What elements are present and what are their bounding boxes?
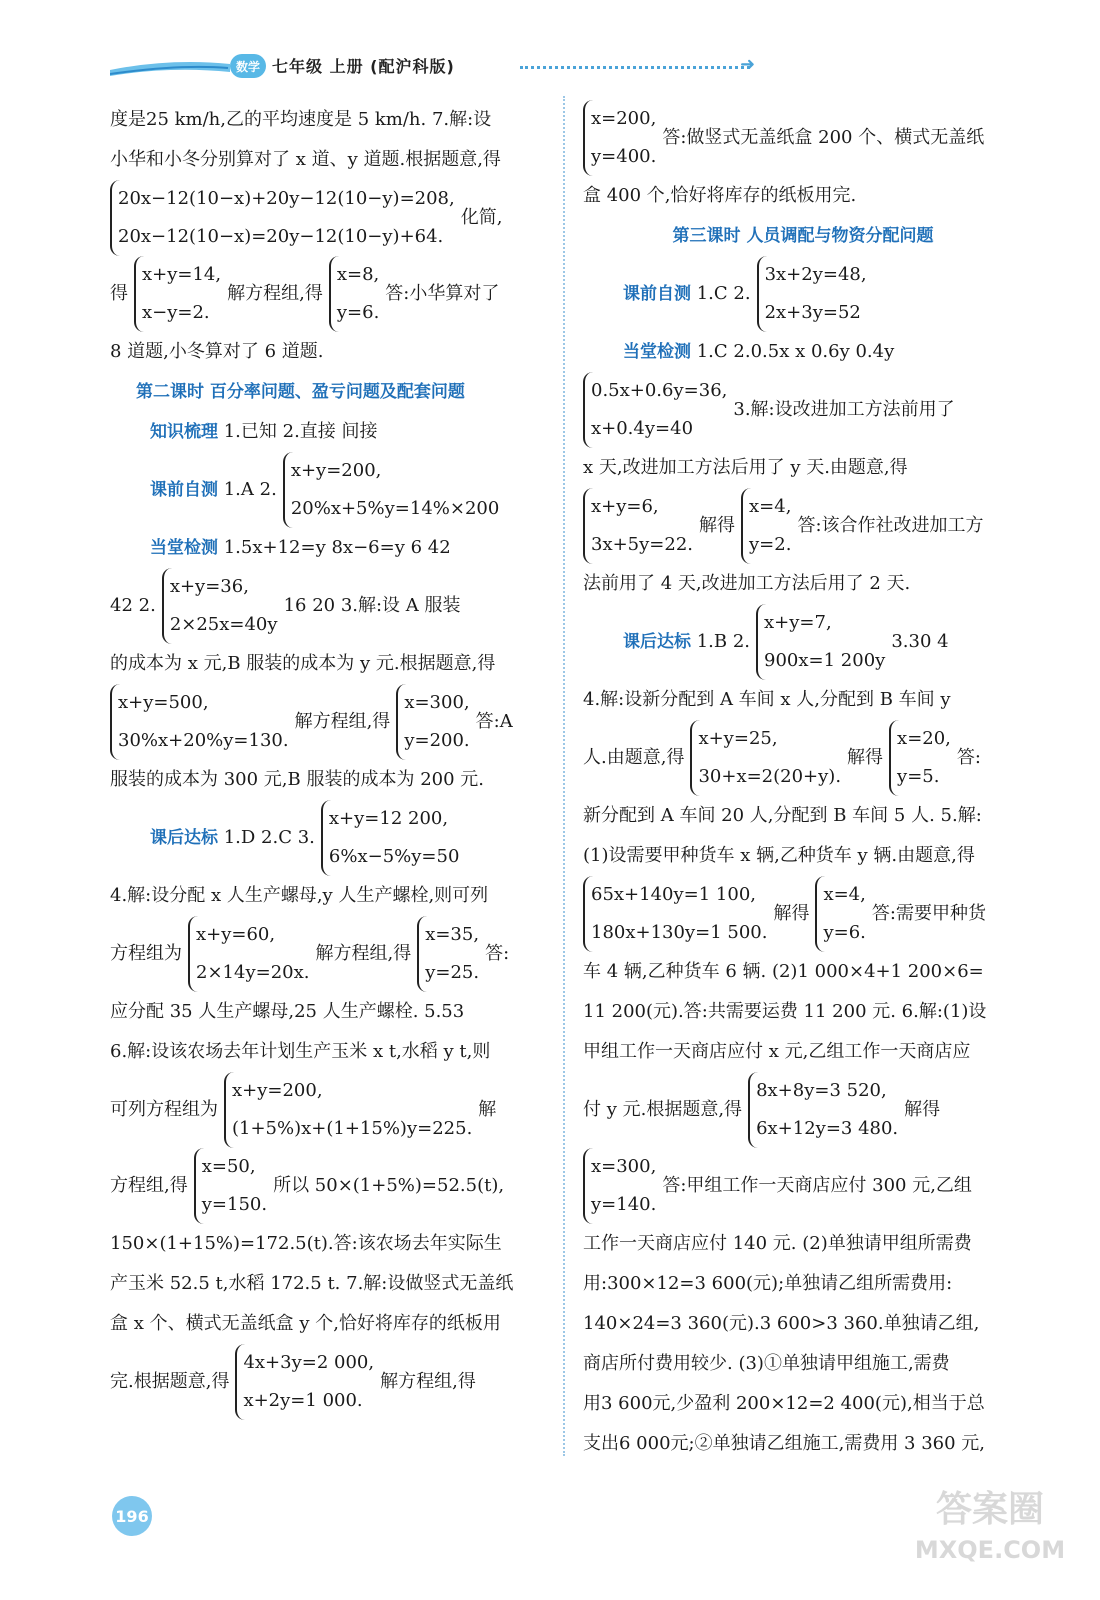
text-line: 小华和小冬分别算对了 x 道、y 道题.根据题意,得	[110, 149, 501, 170]
equation-row: x+y=6, 3x+5y=22. 解得 x=4, y=2. 答:该合作社改进加工方	[583, 488, 1023, 564]
equation-system: 0.5x+0.6y=36, x+0.4y=40	[583, 372, 727, 448]
text-line: 6.解:设该农场去年计划生产玉米 x t,水稻 y t,则	[110, 1041, 491, 1062]
equation-system: x+y=60, 2×14y=20x.	[188, 916, 309, 992]
equation-system: 20x−12(10−x)+20y−12(10−y)=208, 20x−12(10−x)=20y−12(10−y)+64.	[110, 180, 455, 256]
text-line: 的成本为 x 元,B 服装的成本为 y 元.根据题意,得	[110, 653, 496, 674]
solution-system: x=300, y=140.	[583, 1148, 656, 1224]
equation-row: 课后达标 1.B 2. x+y=7, 900x=1 200y 3.30 4	[583, 604, 1023, 680]
arrow-right-icon: ➜	[740, 54, 756, 75]
equation-row: 方程组为 x+y=60, 2×14y=20x. 解方程组,得 x=35, y=25. 答:	[110, 916, 550, 992]
text-line: 产玉米 52.5 t,水稻 172.5 t. 7.解:设做竖式无盖纸	[110, 1273, 514, 1294]
section-label: 知识梳理	[150, 422, 218, 442]
equation-system: 4x+3y=2 000, x+2y=1 000.	[235, 1344, 374, 1420]
left-column	[110, 100, 550, 1420]
header-dotted-line	[520, 66, 750, 69]
text-line: 140×24=3 360(元).3 600>3 360.单独请乙组,	[583, 1313, 980, 1334]
right-column	[583, 100, 1023, 1464]
equation-system: 65x+140y=1 100, 180x+130y=1 500.	[583, 876, 767, 952]
watermark-logo: 答案圈 MXQE.COM	[914, 1489, 1066, 1564]
page-number: 196	[112, 1496, 152, 1536]
equation-system: x+y=25, 30+x=2(20+y).	[690, 720, 841, 796]
text-line: 4.解:设分配 x 人生产螺母,y 人生产螺栓,则可列	[110, 885, 489, 906]
solution-system: x=200, y=400.	[583, 100, 656, 176]
equation-row: x=200, y=400. 答:做竖式无盖纸盒 200 个、横式无盖纸	[583, 100, 1023, 176]
equation-system: x+y=36, 2×25x=40y	[162, 568, 278, 644]
section-label: 课后达标	[150, 828, 218, 848]
equation-row: 0.5x+0.6y=36, x+0.4y=40 3.解:设改进加工方法前用了	[583, 372, 1023, 448]
page-header	[110, 48, 760, 88]
text-line: 盒 x 个、横式无盖纸盒 y 个,恰好将库存的纸板用	[110, 1313, 501, 1334]
column-divider	[563, 96, 565, 1456]
text-line: (1)设需要甲种货车 x 辆,乙种货车 y 辆.由题意,得	[583, 845, 975, 866]
equation-row: x+y=500, 30%x+20%y=130. 解方程组,得 x=300, y=200. 答:A	[110, 684, 550, 760]
text-line: 工作一天商店应付 140 元. (2)单独请甲组所需费	[583, 1233, 972, 1254]
solution-system: x=4, y=6.	[815, 876, 865, 952]
equation-system: x+y=200, (1+5%)x+(1+15%)y=225.	[224, 1072, 472, 1148]
equation-row: 方程组,得 x=50, y=150. 所以 50×(1+5%)=52.5(t),	[110, 1148, 550, 1224]
equation-system: x+y=7, 900x=1 200y	[756, 604, 885, 680]
text-line: 当堂检测 1.5x+12=y 8x−6=y 6 42	[150, 537, 451, 558]
solution-system: x=300, y=200.	[396, 684, 469, 760]
equation-row: 课前自测 1.A 2. x+y=200, 20%x+5%y=14%×200	[110, 452, 550, 528]
equation-row: 付 y 元.根据题意,得 8x+8y=3 520, 6x+12y=3 480. 解得	[583, 1072, 1023, 1148]
section-label: 课后达标	[623, 632, 691, 652]
equation-system: x+y=500, 30%x+20%y=130.	[110, 684, 289, 760]
text-line: 8 道题,小冬算对了 6 道题.	[110, 341, 324, 362]
equation-system: 3x+2y=48, 2x+3y=52	[757, 256, 867, 332]
solution-system: x=4, y=2.	[741, 488, 791, 564]
equation-row: 完.根据题意,得 4x+3y=2 000, x+2y=1 000. 解方程组,得	[110, 1344, 550, 1420]
equation-row: 65x+140y=1 100, 180x+130y=1 500. 解得 x=4, y=6. 答:需要甲种货	[583, 876, 1023, 952]
section-label: 课前自测	[150, 480, 218, 500]
solution-system: x=20, y=5.	[889, 720, 951, 796]
section-title: 第二课时 百分率问题、盈亏问题及配套问题	[136, 382, 465, 402]
text-line: 当堂检测 1.C 2.0.5x x 0.6y 0.4y	[623, 341, 895, 362]
text-line: x 天,改进加工方法后用了 y 天.由题意,得	[583, 457, 908, 478]
text-line: 知识梳理 1.已知 2.直接 间接	[150, 421, 378, 442]
text-line: 盒 400 个,恰好将库存的纸板用完.	[583, 185, 857, 206]
text-line: 商店所付费用较少. (3)①单独请甲组施工,需费	[583, 1353, 950, 1374]
equation-system: x+y=200, 20%x+5%y=14%×200	[283, 452, 500, 528]
equation-row: 人.由题意,得 x+y=25, 30+x=2(20+y). 解得 x=20, y=5. 答:	[583, 720, 1023, 796]
equation-row: 得 x+y=14, x−y=2. 解方程组,得 x=8, y=6. 答:小华算对了	[110, 256, 550, 332]
equation-row: 课前自测 1.C 2. 3x+2y=48, 2x+3y=52	[583, 256, 1023, 332]
equation-row: x=300, y=140. 答:甲组工作一天商店应付 300 元,乙组	[583, 1148, 1023, 1224]
text-line: 新分配到 A 车间 20 人,分配到 B 车间 5 人. 5.解:	[583, 805, 982, 826]
equation-row: 课后达标 1.D 2.C 3. x+y=12 200, 6%x−5%y=50	[110, 800, 550, 876]
solution-system: x=8, y=6.	[329, 256, 379, 332]
text-line: 甲组工作一天商店应付 x 元,乙组工作一天商店应	[583, 1041, 971, 1062]
text-line: 用3 600元,少盈利 200×12=2 400(元),相当于总	[583, 1393, 985, 1414]
equation-row: 20x−12(10−x)+20y−12(10−y)=208, 20x−12(10−x)=20y−12(10−y)+64. 化简,	[110, 180, 550, 256]
solution-system: x=50, y=150.	[194, 1148, 267, 1224]
section-label: 课前自测	[623, 284, 691, 304]
equation-system: x+y=14, x−y=2.	[134, 256, 221, 332]
solution-system: x=35, y=25.	[417, 916, 479, 992]
subject-badge: 数学	[230, 54, 266, 78]
text-line: 法前用了 4 天,改进加工方法后用了 2 天.	[583, 573, 911, 594]
text-line: 150×(1+15%)=172.5(t).答:该农场去年实际生	[110, 1233, 502, 1254]
equation-system: 8x+8y=3 520, 6x+12y=3 480.	[748, 1072, 898, 1148]
text-line: 服装的成本为 300 元,B 服装的成本为 200 元.	[110, 769, 484, 790]
equation-system: x+y=12 200, 6%x−5%y=50	[321, 800, 460, 876]
text-line: 用:300×12=3 600(元);单独请乙组所需费用:	[583, 1273, 953, 1294]
equation-row: 可列方程组为 x+y=200, (1+5%)x+(1+15%)y=225. 解	[110, 1072, 550, 1148]
section-label: 当堂检测	[150, 538, 218, 558]
equation-system: x+y=6, 3x+5y=22.	[583, 488, 693, 564]
book-title: 七年级 上册 (配沪科版)	[272, 57, 455, 76]
text-line: 支出6 000元;②单独请乙组施工,需费用 3 360 元,	[583, 1433, 986, 1454]
text-line: 11 200(元).答:共需要运费 11 200 元. 6.解:(1)设	[583, 1001, 987, 1022]
text-line: 应分配 35 人生产螺母,25 人生产螺栓. 5.53	[110, 1001, 465, 1022]
section-label: 当堂检测	[623, 342, 691, 362]
section-title: 第三课时 人员调配与物资分配问题	[672, 226, 934, 246]
equation-row: 42 2. x+y=36, 2×25x=40y 16 20 3.解:设 A 服装	[110, 568, 550, 644]
text-line: 度是25 km/h,乙的平均速度是 5 km/h. 7.解:设	[110, 109, 492, 130]
text-line: 车 4 辆,乙种货车 6 辆. (2)1 000×4+1 200×6=	[583, 961, 984, 982]
text-line: 4.解:设新分配到 A 车间 x 人,分配到 B 车间 y	[583, 689, 951, 710]
